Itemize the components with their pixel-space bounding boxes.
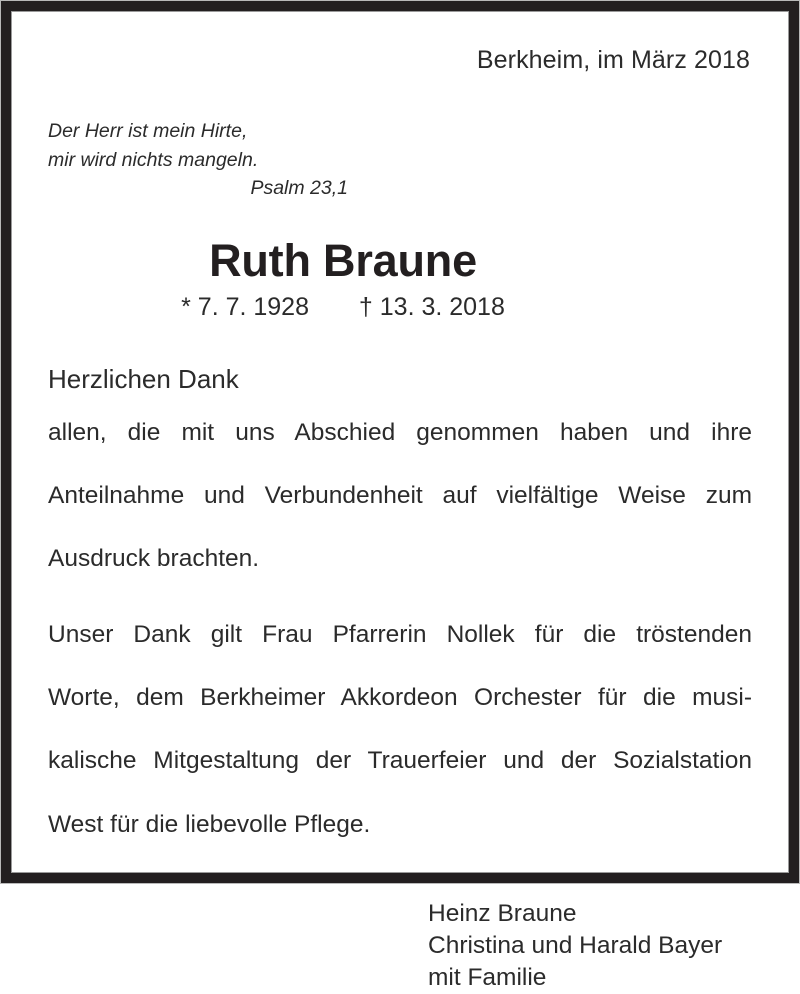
- paragraph-1-line-1: allen, die mit uns Abschied genommen haben und ihre: [48, 419, 752, 447]
- paragraph-1-line-2: Anteilnahme und Verbundenheit auf vielfältige Weise zum: [48, 482, 752, 510]
- signature-block: [48, 898, 752, 994]
- thanks-paragraph-2: [48, 619, 752, 840]
- birth-date: * 7. 7. 1928: [181, 292, 309, 321]
- thanks-heading: Herzlichen Dank: [48, 364, 239, 395]
- signature-line-1: Heinz Braune: [428, 900, 577, 928]
- life-dates: [48, 294, 638, 322]
- thanks-paragraph-1: [48, 417, 752, 575]
- paragraph-2-line-1: Unser Dank gilt Frau Pfarrerin Nollek für die tröstenden: [48, 621, 752, 649]
- signature-line-2: Christina und Harald Bayer: [428, 932, 723, 960]
- paragraph-2-line-4: West für die liebevolle Pflege.: [48, 810, 371, 838]
- scripture-line-2: mir wird nichts mangeln.: [48, 148, 259, 171]
- paragraph-1-line-3: Ausdruck brachten.: [48, 545, 260, 573]
- scripture-quote: [48, 117, 348, 203]
- death-date: † 13. 3. 2018: [358, 292, 505, 321]
- deceased-name-block: [48, 234, 752, 321]
- signature-line-3: mit Familie: [428, 963, 547, 991]
- scripture-reference: Psalm 23,1: [250, 177, 348, 200]
- notice-content: [12, 12, 788, 991]
- deceased-name: Ruth Braune: [209, 234, 477, 286]
- paragraph-2-line-3: kalische Mitgestaltung der Trauerfeier und der Sozialstation: [48, 747, 752, 775]
- scripture-line-1: Der Herr ist mein Hirte,: [48, 120, 248, 142]
- paragraph-2-line-2: Worte, dem Berkheimer Akkordeon Orchester für die musi-: [48, 684, 752, 712]
- place-and-date: Berkheim, im März 2018: [476, 46, 750, 74]
